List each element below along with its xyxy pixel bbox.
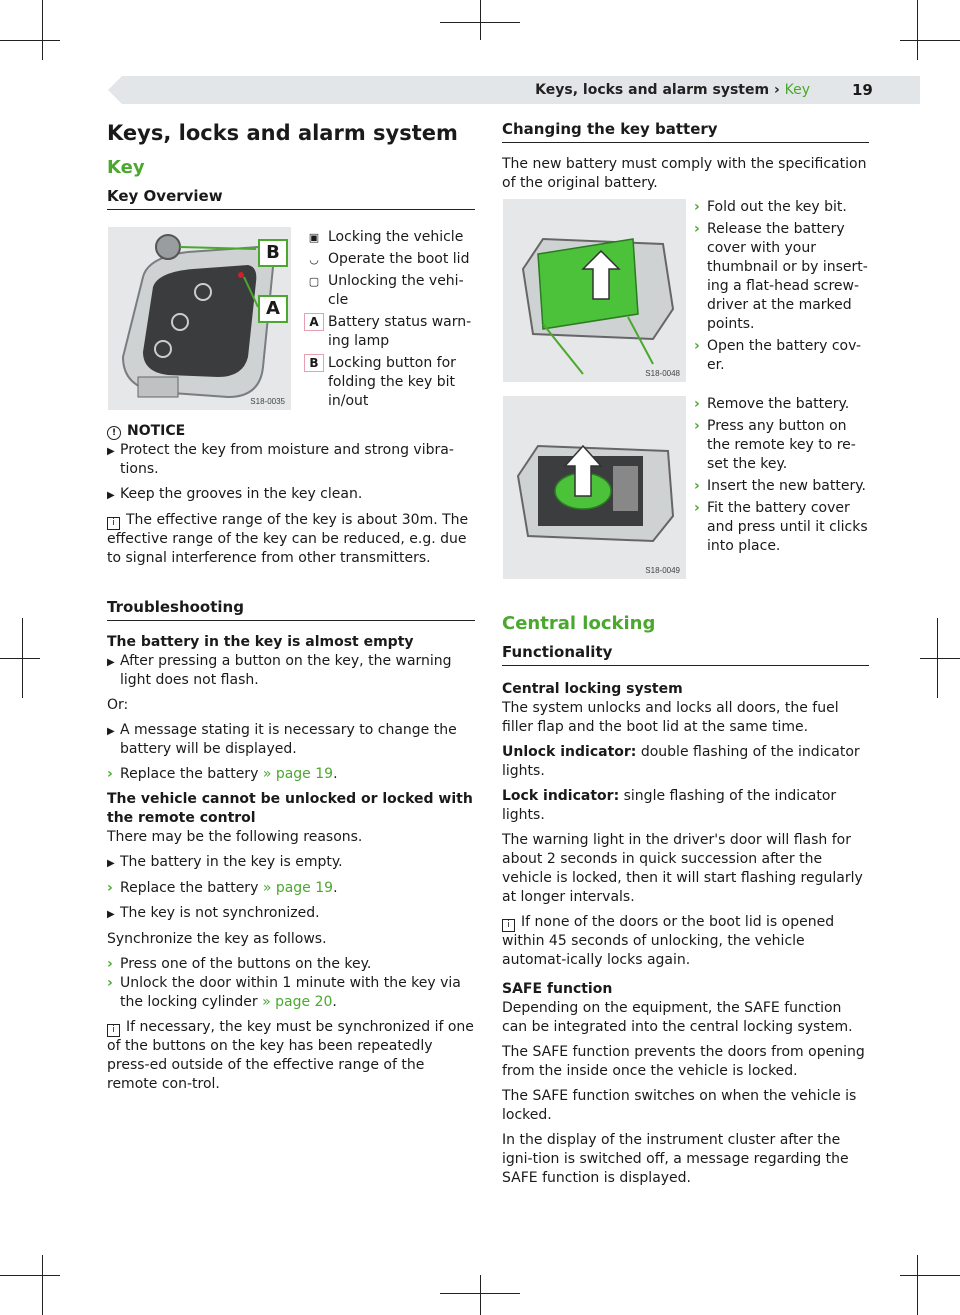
chevron-right-icon: › [107,766,113,782]
page-link[interactable]: » page 19 [262,766,334,782]
crop-mark [917,0,918,60]
breadcrumb: Keys, locks and alarm system › Key [535,82,810,98]
step-item: › Release the battery cover with your thumbnail or by insert-ing a flat-head screw-driver at the marked points. [694,221,868,332]
battery-removal-illustration [503,396,686,579]
crop-mark [22,618,23,698]
chevron-right-icon: › [107,975,113,991]
callout-a: A [258,295,288,323]
triangle-bullet-icon: ▶ [107,446,115,457]
step-item: › Fit the battery cover and press until it clicks into place. [694,500,868,554]
unlock-icon: ▢ [308,275,320,288]
legend-item: ▢ Unlocking the vehi-cle [300,272,472,310]
crop-mark [937,618,938,698]
battery-figure-2 [503,396,686,579]
sync-intro: Synchronize the key as follows. [107,931,327,947]
battery-title: Changing the key battery [502,120,869,143]
overview-title: Key Overview [107,187,475,210]
troubleshooting-title: Troubleshooting [107,598,475,621]
crop-mark [0,658,40,659]
safe-text: The SAFE function switches on when the vehicle is locked. [502,1088,857,1123]
legend-item: B Locking button for folding the key bit in/out [300,354,472,411]
legend-item: ▣ Locking the vehicle [300,228,472,247]
letter-a-label: A [304,313,324,331]
callout-b: B [258,239,288,267]
boot-lid-icon: ◡ [309,253,319,266]
or-text: Or: [107,697,129,713]
info-sync: If necessary, the key must be synchronized if one of the buttons on the key has been repeatedly press-ed outside of the effective range of the remote con-trol. [107,1019,474,1092]
figure-code: S18-0035 [250,397,285,406]
step-item: › Press any button on the remote key to re-set the key. [694,418,856,472]
crop-mark [0,40,60,41]
key-legend [300,228,472,414]
lock-icon: ▣ [308,231,320,244]
section-title: Key [107,157,145,178]
safe-text: Depending on the equipment, the SAFE function can be integrated into the central locking system. [502,1000,853,1035]
step-item: › Replace the battery » page 19. [107,766,338,782]
key-overview-figure [108,227,291,410]
safe-text: The SAFE function prevents the doors from opening from the inside once the vehicle is locked. [502,1044,865,1079]
crop-mark [42,0,43,60]
battery-intro: The new battery must comply with the specification of the original battery. [502,156,867,191]
legend-item: ◡ Operate the boot lid [300,250,472,269]
page-link[interactable]: » page 19 [262,880,334,896]
crop-mark [900,40,960,41]
chevron-right-icon: › [694,396,700,412]
notice-icon: ! [107,426,121,440]
chapter-title: Keys, locks and alarm system [107,121,458,145]
crop-mark [42,1255,43,1315]
crop-mark [917,1255,918,1315]
info-icon: i [107,517,120,530]
steps-list-2 [694,395,870,556]
chevron-right-icon: › [694,500,700,516]
steps-list-1 [694,198,870,375]
battery-figure-1 [503,199,686,382]
legend-item: A Battery status warn-ing lamp [300,313,472,351]
chevron-right-icon: › [694,418,700,434]
notice-title: NOTICE [127,423,186,439]
chevron-right-icon: › [107,880,113,896]
triangle-bullet-icon: ▶ [107,909,115,920]
step-item: › Unlock the door within 1 minute with the key via the locking cylinder » page 20. [107,975,461,1010]
crop-mark [480,1275,481,1315]
list-item: ▶ The battery in the key is empty. [107,853,475,873]
chevron-right-icon: › [694,338,700,354]
info-range: The effective range of the key is about 30m. The effective range of the key can be reduced, e.g. due to signal interference from other transmitters. [107,512,469,566]
list-item: ▶ After pressing a button on the key, the warning light does not flash. [107,653,452,688]
triangle-bullet-icon: ▶ [107,858,115,869]
central-locking-title: Central locking [502,613,656,634]
info-icon: i [107,1024,120,1037]
chevron-right-icon: › [107,956,113,972]
safe-text: In the display of the instrument cluster after the igni-tion is switched off, a message regarding the SAFE function is displayed. [502,1132,849,1186]
cannot-unlock-title: The vehicle cannot be unlocked or locked with the remote control [107,791,473,826]
reasons-text: There may be the following reasons. [107,829,363,845]
cls-title: Central locking system [502,681,683,697]
list-item: ▶ Keep the grooves in the key clean. [107,485,475,505]
page-number: 19 [852,81,873,99]
list-item: ▶ The key is not synchronized. [107,904,475,924]
list-item: ▶ A message stating it is necessary to change the battery will be displayed. [107,722,457,757]
safe-title: SAFE function [502,981,613,997]
page-link[interactable]: » page 20 [262,994,333,1010]
triangle-bullet-icon: ▶ [107,726,115,737]
warning-text: The warning light in the driver's door will flash for about 2 seconds in quick succession after the vehicle is locked, then it will start flashing regularly at longer intervals. [502,832,863,905]
figure-code: S18-0048 [645,369,680,378]
crop-mark [0,1275,60,1276]
chevron-right-icon: › [694,478,700,494]
info-auto-lock: If none of the doors or the boot lid is opened within 45 seconds of unlocking, the vehicle automat-ically locks again. [502,914,835,968]
triangle-bullet-icon: ▶ [107,657,115,668]
crop-mark [900,1275,960,1276]
letter-b-label: B [304,354,324,372]
step-item: › Open the battery cov-er. [694,338,862,373]
crop-mark [480,0,481,40]
cls-text: The system unlocks and locks all doors, the fuel filler flap and the boot lid at the same time. [502,700,839,735]
step-item: › Remove the battery. [694,396,850,412]
battery-cover-illustration [503,199,686,382]
list-item: ▶ Protect the key from moisture and strong vibra-tions. [107,442,454,477]
breadcrumb-current[interactable]: Key [784,82,810,98]
functionality-title: Functionality [502,643,869,666]
step-item: › Replace the battery » page 19. [107,880,338,896]
chevron-right-icon: › [694,199,700,215]
step-item: › Fold out the key bit. [694,199,847,215]
step-item: › Press one of the buttons on the key. [107,956,372,972]
crop-mark [920,658,960,659]
triangle-bullet-icon: ▶ [107,490,115,501]
info-icon: i [502,919,515,932]
step-item: › Insert the new battery. [694,478,866,494]
chevron-right-icon: › [694,221,700,237]
figure-code: S18-0049 [645,566,680,575]
battery-empty-title: The battery in the key is almost empty [107,634,414,650]
